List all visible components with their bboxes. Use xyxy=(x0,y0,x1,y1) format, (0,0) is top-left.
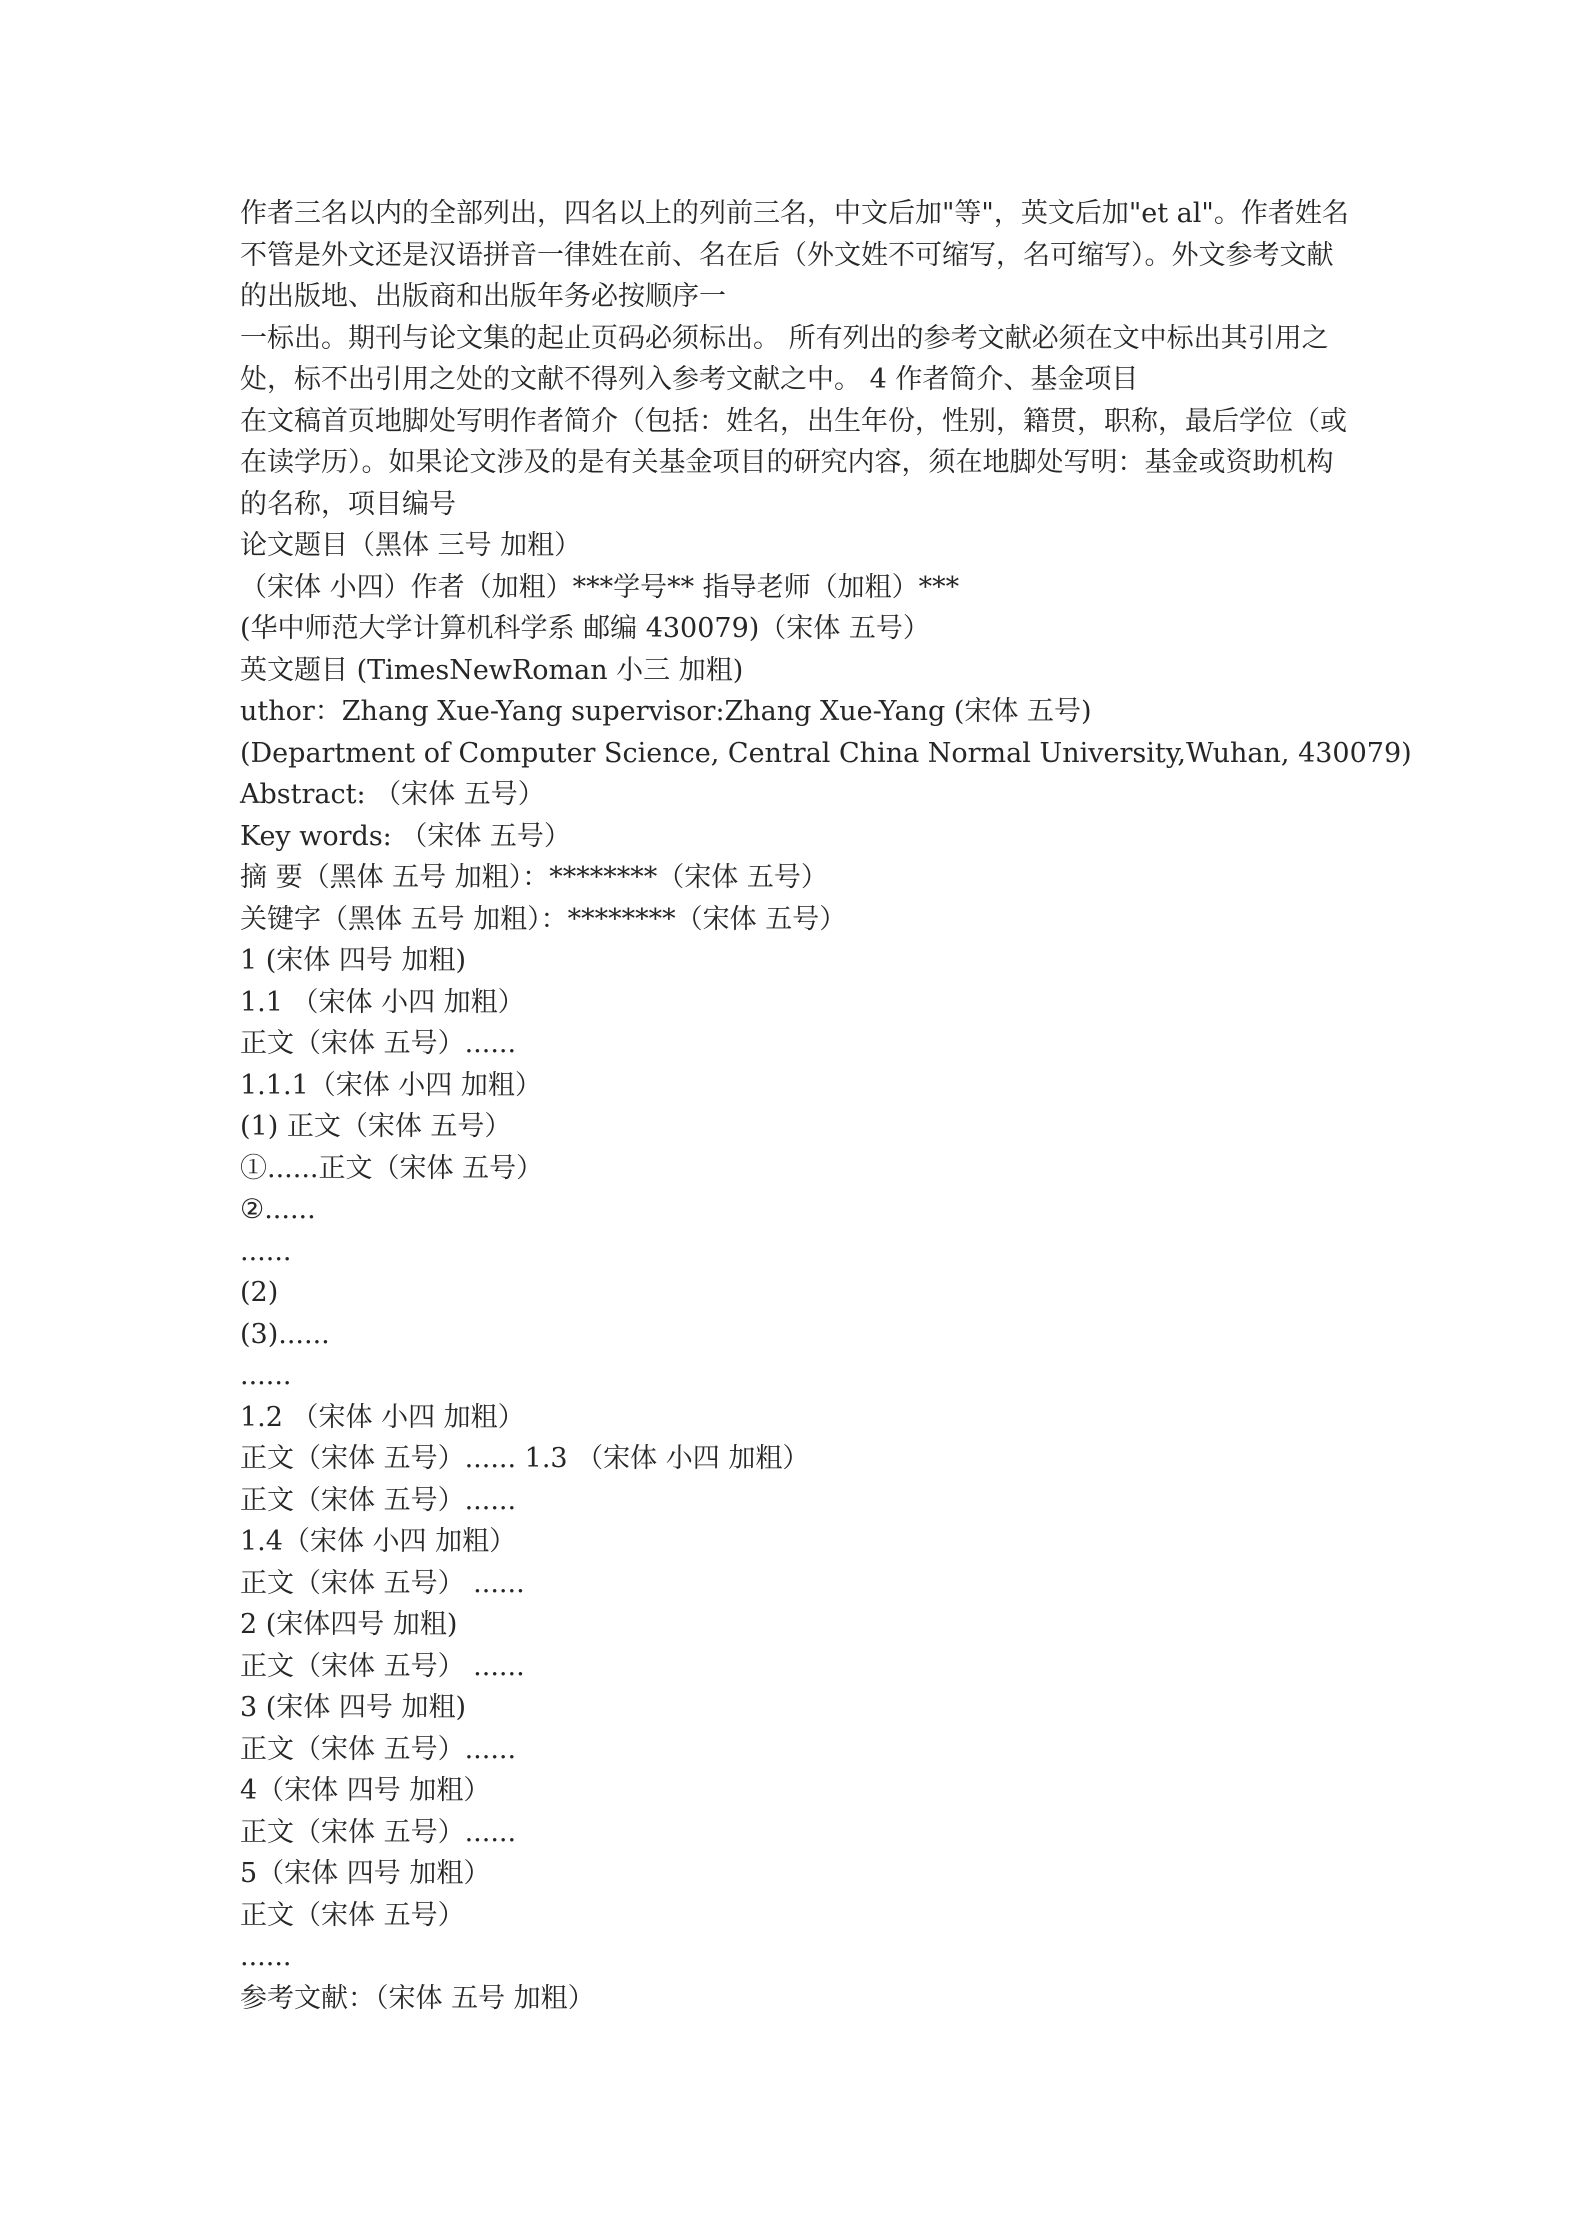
circled-item-line: ②...... xyxy=(240,1194,316,1225)
numbered-item-line: (3)...... xyxy=(240,1318,330,1350)
ellipsis-line: ...... xyxy=(240,1235,292,1267)
body-text-line: 正文（宋体 五号）...... xyxy=(240,1028,517,1059)
author-format-line: （宋体 小四）作者（加粗）***学号** 指导老师（加粗）*** xyxy=(240,571,960,603)
body-text-line: 正文（宋体 五号） ...... xyxy=(240,1567,525,1599)
section-heading-line: 1 (宋体 四号 加粗) xyxy=(240,945,466,976)
subsection-heading-line: 1.2 （宋体 小四 加粗） xyxy=(240,1401,525,1433)
body-text-line: 正文（宋体 五号） xyxy=(240,1899,465,1931)
chinese-keywords-format-line: 关键字（黑体 五号 加粗）：********（宋体 五号） xyxy=(240,903,847,935)
english-title-format-line: 英文题目 (TimesNewRoman 小三 加粗) xyxy=(240,654,744,686)
body-text-line: 正文（宋体 五号） ...... xyxy=(240,1650,525,1682)
references-heading-line: 参考文献：（宋体 五号 加粗） xyxy=(240,1982,595,2014)
section-heading-line: 5（宋体 四号 加粗） xyxy=(240,1858,491,1889)
circled-item-line: ①......正文（宋体 五号） xyxy=(240,1152,544,1184)
subsubsection-heading-line: 1.1.1（宋体 小四 加粗） xyxy=(240,1069,542,1101)
ellipsis-line: ...... xyxy=(240,1360,292,1391)
subsection-heading-line: 1.1 （宋体 小四 加粗） xyxy=(240,986,525,1018)
body-text-line: 正文（宋体 五号）...... 1.3 （宋体 小四 加粗） xyxy=(240,1443,810,1474)
author-bio-paragraph: 在文稿首页地脚处写明作者简介（包括：姓名，出生年份，性别，籍贯，职称，最后学位（或在读学历）。如果论文涉及的是有关基金项目的研究内容，须在地脚处写明：基金或资助机构的名称，项目编号 xyxy=(240,405,1347,520)
english-affiliation-line: (Department of Computer Science, Central China Normal University,Wuhan, 430079) xyxy=(240,737,1412,769)
ellipsis-line: ...... xyxy=(240,1941,292,1972)
citation-paragraph: 一标出。期刊与论文集的起止页码必须标出。 所有列出的参考文献必须在文中标出其引用之处，标不出引用之处的文献不得列入参考文献之中。 4 作者简介、基金项目 xyxy=(240,322,1329,395)
numbered-item-line: (2) xyxy=(240,1277,279,1308)
paper-title-format-line: 论文题目（黑体 三号 加粗） xyxy=(240,530,582,561)
author-listing-paragraph: 作者三名以内的全部列出，四名以上的列前三名，中文后加"等"，英文后加"et al"。作者姓名不管是外文还是汉语拼音一律姓在前、名在后（外文姓不可缩写，名可缩写）。外文参考文献的出版地、出版商和出版年务必按顺序一 xyxy=(240,198,1349,312)
affiliation-format-line: (华中师范大学计算机科学系 邮编 430079)（宋体 五号） xyxy=(240,613,930,644)
section-heading-line: 2 (宋体四号 加粗) xyxy=(240,1609,458,1640)
section-heading-line: 3 (宋体 四号 加粗) xyxy=(240,1692,466,1723)
chinese-abstract-format-line: 摘 要（黑体 五号 加粗）：********（宋体 五号） xyxy=(240,862,828,893)
body-text-line: 正文（宋体 五号）...... xyxy=(240,1816,517,1848)
section-heading-line: 4（宋体 四号 加粗） xyxy=(240,1775,491,1806)
keywords-format-line: Key words: （宋体 五号） xyxy=(240,820,571,852)
subsection-heading-line: 1.4（宋体 小四 加粗） xyxy=(240,1526,517,1557)
body-text-line: 正文（宋体 五号）...... xyxy=(240,1733,517,1765)
body-text-line: 正文（宋体 五号）...... xyxy=(240,1484,517,1516)
abstract-format-line: Abstract: （宋体 五号） xyxy=(240,779,545,810)
numbered-item-line: (1) 正文（宋体 五号） xyxy=(240,1111,512,1142)
english-author-line: uthor：Zhang Xue-Yang supervisor:Zhang Xue-Yang (宋体 五号) xyxy=(240,696,1092,727)
document-body xyxy=(240,193,1412,2019)
